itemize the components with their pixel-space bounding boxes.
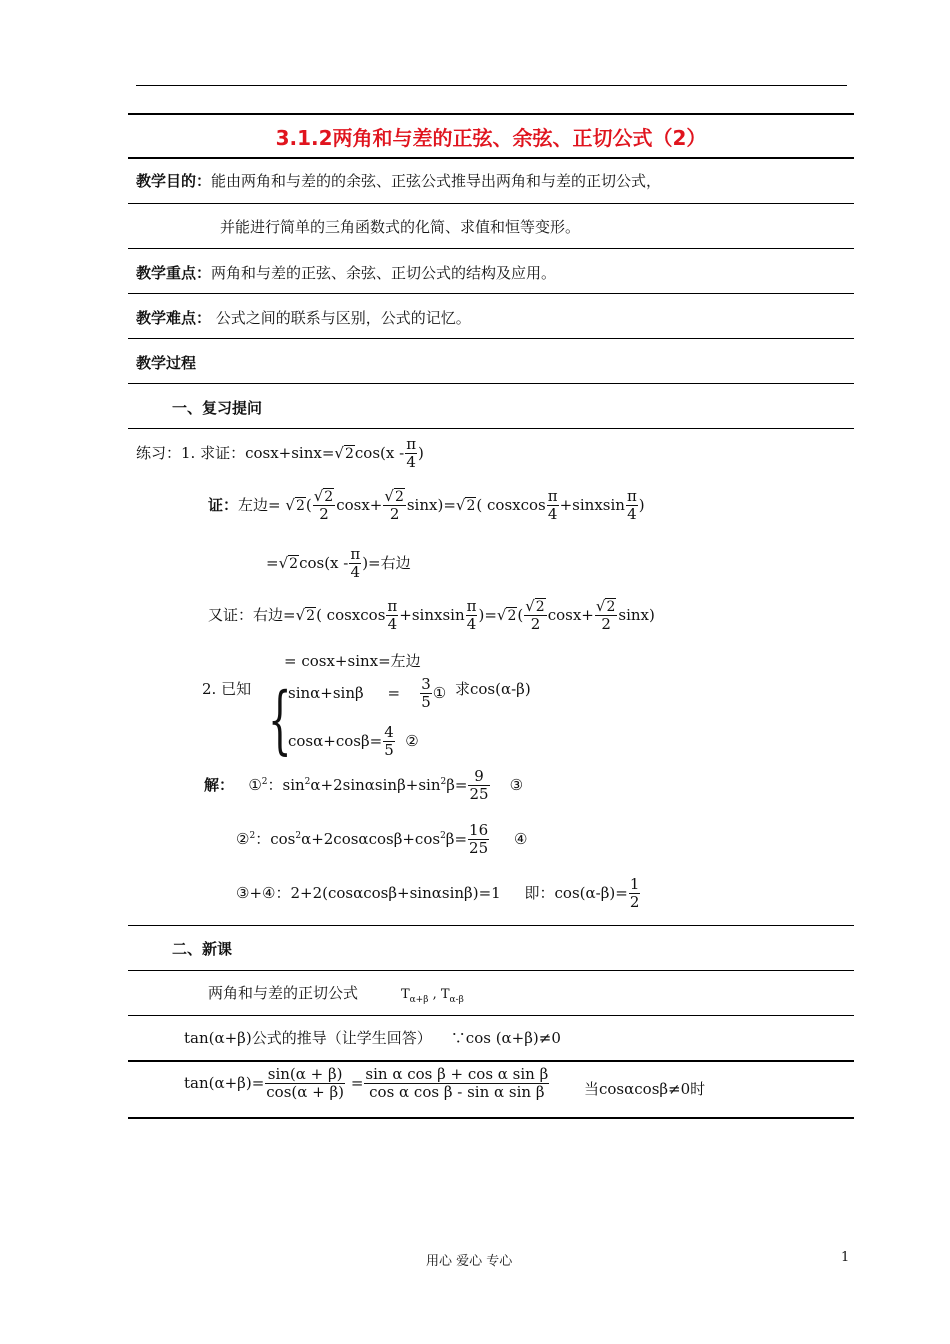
key-point-label: 教学重点： [136, 264, 212, 282]
solution-line-1: 解： ①$^2$：$\sin^2\alpha+2\sin\alpha\sin\beta+\sin^2\beta=$ $\frac{9}{25}$ ③ [204, 767, 524, 804]
sqrt-2: √2 [455, 495, 476, 514]
proof-label: 证： [208, 495, 239, 514]
header-rule [136, 85, 847, 86]
rule-8 [128, 970, 854, 971]
rule-1 [128, 203, 854, 204]
fraction-9-25: $\frac{9}{25}$ [469, 767, 489, 804]
objective-text-2: 并能进行简单的三角函数式的化简、求值和恒等变形。 [220, 218, 581, 236]
section2-heading: 二、新课 [172, 940, 233, 958]
fraction-sqrt2-2: $\frac{√2}{2}$ [384, 487, 404, 524]
footer-center: 用心 爱心 专心 [426, 1254, 513, 1269]
key-point-text: 两角和与差的正弦、余弦、正切公式的结构及应用。 [211, 264, 557, 282]
tangent-row: 两角和与差的正切公式 $T_{\alpha+\beta}$ , $T_{\alpha-\beta}$ [208, 984, 464, 1005]
fraction-sin-cos: $\frac{\sin(\alpha + \beta)}{\cos(\alpha + \beta)}$ [266, 1065, 345, 1102]
rule-10 [128, 1060, 854, 1062]
rule-5 [128, 383, 854, 384]
fraction-expansion: $\frac{\text{sin α cos β + cos α sin β}}{\text{cos α cos β - sin α sin β}}$ [365, 1065, 549, 1102]
rule-3 [128, 293, 854, 294]
sqrt-2: √2 [278, 553, 299, 572]
fraction-sqrt2-2: $\frac{√2}{2}$ [313, 487, 334, 524]
system-eq-2: cosα+cosβ= $\frac{4}{5}$ ② [288, 723, 419, 760]
difficulty-label: 教学难点： [136, 309, 212, 327]
brace-icon: { [268, 677, 292, 763]
derive-row: tan(α+β)公式的推导（让学生回答） ∵cos (α+β)≠0 [184, 1029, 561, 1047]
ex1-cos: cos(x - [354, 443, 405, 462]
rule-2 [128, 248, 854, 249]
fraction-16-25: $\frac{16}{25}$ [469, 821, 489, 858]
fraction-1-2: $\frac{1}{2}$ [629, 875, 640, 912]
fraction-pi-4: $\frac{\pi}{4}$ [547, 487, 558, 524]
rule-6 [128, 428, 854, 429]
title-top-rule [128, 113, 854, 115]
sqrt-2: √2 [295, 605, 316, 624]
difficulty-text: 公式之间的联系与区别，公式的记忆。 [215, 309, 471, 327]
sqrt-2: √2 [285, 495, 305, 514]
fraction-4-5: $\frac{4}{5}$ [384, 723, 394, 760]
fraction-sqrt2-2: $\frac{√2}{2}$ [595, 597, 616, 634]
difficulty-row [136, 307, 471, 328]
fraction-pi-4: $\frac{\pi}{4}$ [350, 545, 361, 582]
ex1-close: ) [418, 443, 424, 462]
page-title: 3.1.2两角和与差的正弦、余弦、正切公式（2） [275, 126, 707, 150]
exercise-1 [136, 436, 424, 472]
proof-final: = cosx+sinx=左边 [284, 652, 421, 670]
solution-line-2: ②$^2$：$\cos^2\alpha+2\cos\alpha\cos\beta+\cos^2\beta=$ $\frac{16}{25}$ ④ [236, 821, 528, 858]
sqrt-2: √2 [334, 443, 354, 462]
page-number: 1 [841, 1250, 850, 1265]
proof-line-2: =√2cos(x - $\frac{\pi}{4}$ )=右边 [266, 545, 411, 582]
proof-again: 又证：右边=√2( cosxcos $\frac{\pi}{4}$ +sinxsin $\frac{\pi}{4}$ )=√2( $\frac{√2}{2}$ cosx+ $\frac{√2}{2}$ sinx) [208, 597, 655, 634]
fraction-pi-4: $\frac{\pi}{4}$ [406, 435, 417, 472]
rule-9 [128, 1015, 854, 1016]
ex1-prefix: 练习：1. 求证：cosx+sinx= [136, 443, 335, 462]
proof-left: 左边= [238, 495, 281, 514]
formula-row: tan(α+β)= $\frac{\sin(\alpha + \beta)}{\cos(\alpha + \beta)}$ = $\frac{\text{sin α cos β + cos α sin β}}{\text{cos α cos β - sin α sin β}}$ [184, 1065, 549, 1102]
condition-text: 当cosαcosβ≠0时 [584, 1080, 706, 1098]
objective-text: 能由两角和与差的的余弦、正弦公式推导出两角和与差的正切公式， [211, 172, 662, 190]
rule-7 [128, 925, 854, 926]
ask-text: 求cos(α-β) [455, 680, 531, 698]
fraction-3-5: $\frac{3}{5}$ [421, 675, 431, 712]
fraction-pi-4: $\frac{\pi}{4}$ [387, 597, 398, 634]
objective-row [136, 170, 661, 191]
rule-11 [128, 1117, 854, 1119]
fraction-sqrt2-2: $\frac{√2}{2}$ [525, 597, 545, 634]
fraction-pi-4: $\frac{\pi}{4}$ [466, 597, 477, 634]
solution-line-3: ③+④：2+2(cosαcosβ+sinαsinβ)=1 即：cos(α-β)= $\frac{1}{2}$ [236, 875, 640, 912]
title-bottom-rule [128, 157, 854, 159]
proof-line-1: 证：左边= √2( $\frac{√2}{2}$ cosx+ $\frac{√2}{2}$ sinx)=√2( cosxcos $\frac{\pi}{4}$ +sinxsin $\frac{\pi}{4}$ ) [208, 487, 645, 524]
process-label: 教学过程 [136, 354, 197, 372]
section1-heading: 一、复习提问 [172, 399, 263, 417]
rule-4 [128, 338, 854, 339]
sqrt-2: √2 [496, 605, 517, 624]
fraction-pi-4: $\frac{\pi}{4}$ [626, 487, 637, 524]
system-eq-1: sinα+sinβ = $\frac{3}{5}$ ① [288, 675, 447, 712]
objective-label: 教学目的： [136, 172, 212, 190]
key-point-row [136, 262, 556, 283]
exercise-2-prefix: 2. 已知 [202, 680, 252, 698]
